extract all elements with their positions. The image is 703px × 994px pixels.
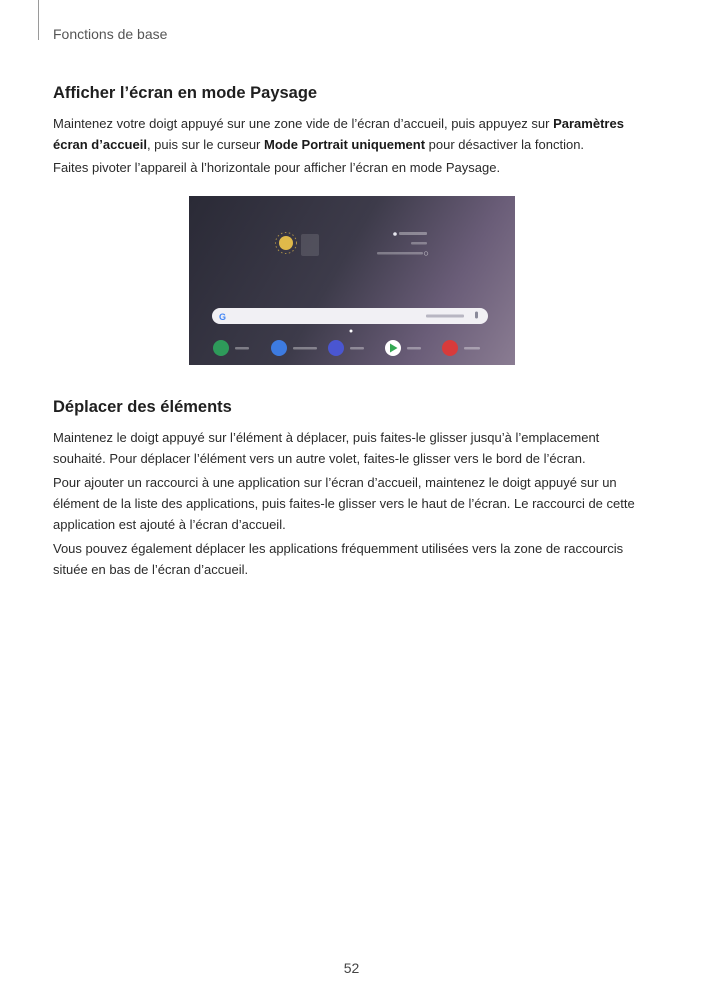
paragraph-move-item: Maintenez le doigt appuyé sur l’élément à déplacer, puis faites-le glisser jusqu’à l’emplacement souhaité. Pour déplacer l’élément vers un autre volet, faites-le glisser vers le bord de l’écran. bbox=[53, 430, 600, 466]
paragraph-shortcut-zone: Vous pouvez également déplacer les applications fréquemment utilisées vers la zone de raccourcis située en bas de l’écran d’accueil. bbox=[53, 541, 624, 577]
camera-app-icon bbox=[442, 340, 458, 356]
clock-line bbox=[399, 232, 427, 235]
header-section-title: Fonctions de base bbox=[53, 26, 168, 42]
section-heading-deplacer: Déplacer des éléments bbox=[53, 398, 232, 416]
google-logo: G bbox=[219, 312, 227, 322]
paragraph-paysage-instructions bbox=[53, 113, 653, 155]
temperature-placeholder bbox=[301, 234, 319, 256]
messages-app-icon bbox=[271, 340, 287, 356]
header-rule bbox=[38, 0, 39, 40]
mic-icon bbox=[475, 312, 478, 319]
landscape-home-screenshot bbox=[189, 196, 515, 365]
search-hint-line bbox=[426, 315, 464, 318]
page-indicator-dot bbox=[350, 330, 353, 333]
text-run: Maintenez votre doigt appuyé sur une zone vide de l’écran d’accueil, puis appuyez sur bbox=[53, 116, 554, 131]
location-line bbox=[377, 252, 423, 255]
page-number: 52 bbox=[343, 960, 360, 976]
paragraph-add-shortcut: Pour ajouter un raccourci à une application sur l’écran d’accueil, maintenez le doigt appuyé sur un élément de la liste des applications, puis faites-le glisser vers le haut de l’écran. Le raccourci de cette application est ajouté à l’écran d’accueil. bbox=[53, 475, 635, 532]
paragraph-rotate-device: Faites pivoter l’appareil à l’horizontale pour afficher l’écran en mode Paysage. bbox=[53, 160, 501, 175]
section-heading-paysage: Afficher l’écran en mode Paysage bbox=[53, 84, 318, 102]
sun-weather-icon bbox=[279, 236, 293, 250]
bold-setting-name: Paramètres écran d’accueil bbox=[53, 116, 624, 152]
date-line bbox=[411, 242, 427, 245]
bold-setting-name: Mode Portrait uniquement bbox=[264, 137, 426, 152]
phone-app-icon bbox=[213, 340, 229, 356]
text-run: , puis sur le curseur bbox=[146, 137, 264, 152]
text-run: pour désactiver la fonction. bbox=[425, 137, 585, 152]
alarm-dot bbox=[393, 232, 397, 236]
home-screen-graphic bbox=[189, 196, 515, 365]
samsung-app-icon bbox=[328, 340, 344, 356]
